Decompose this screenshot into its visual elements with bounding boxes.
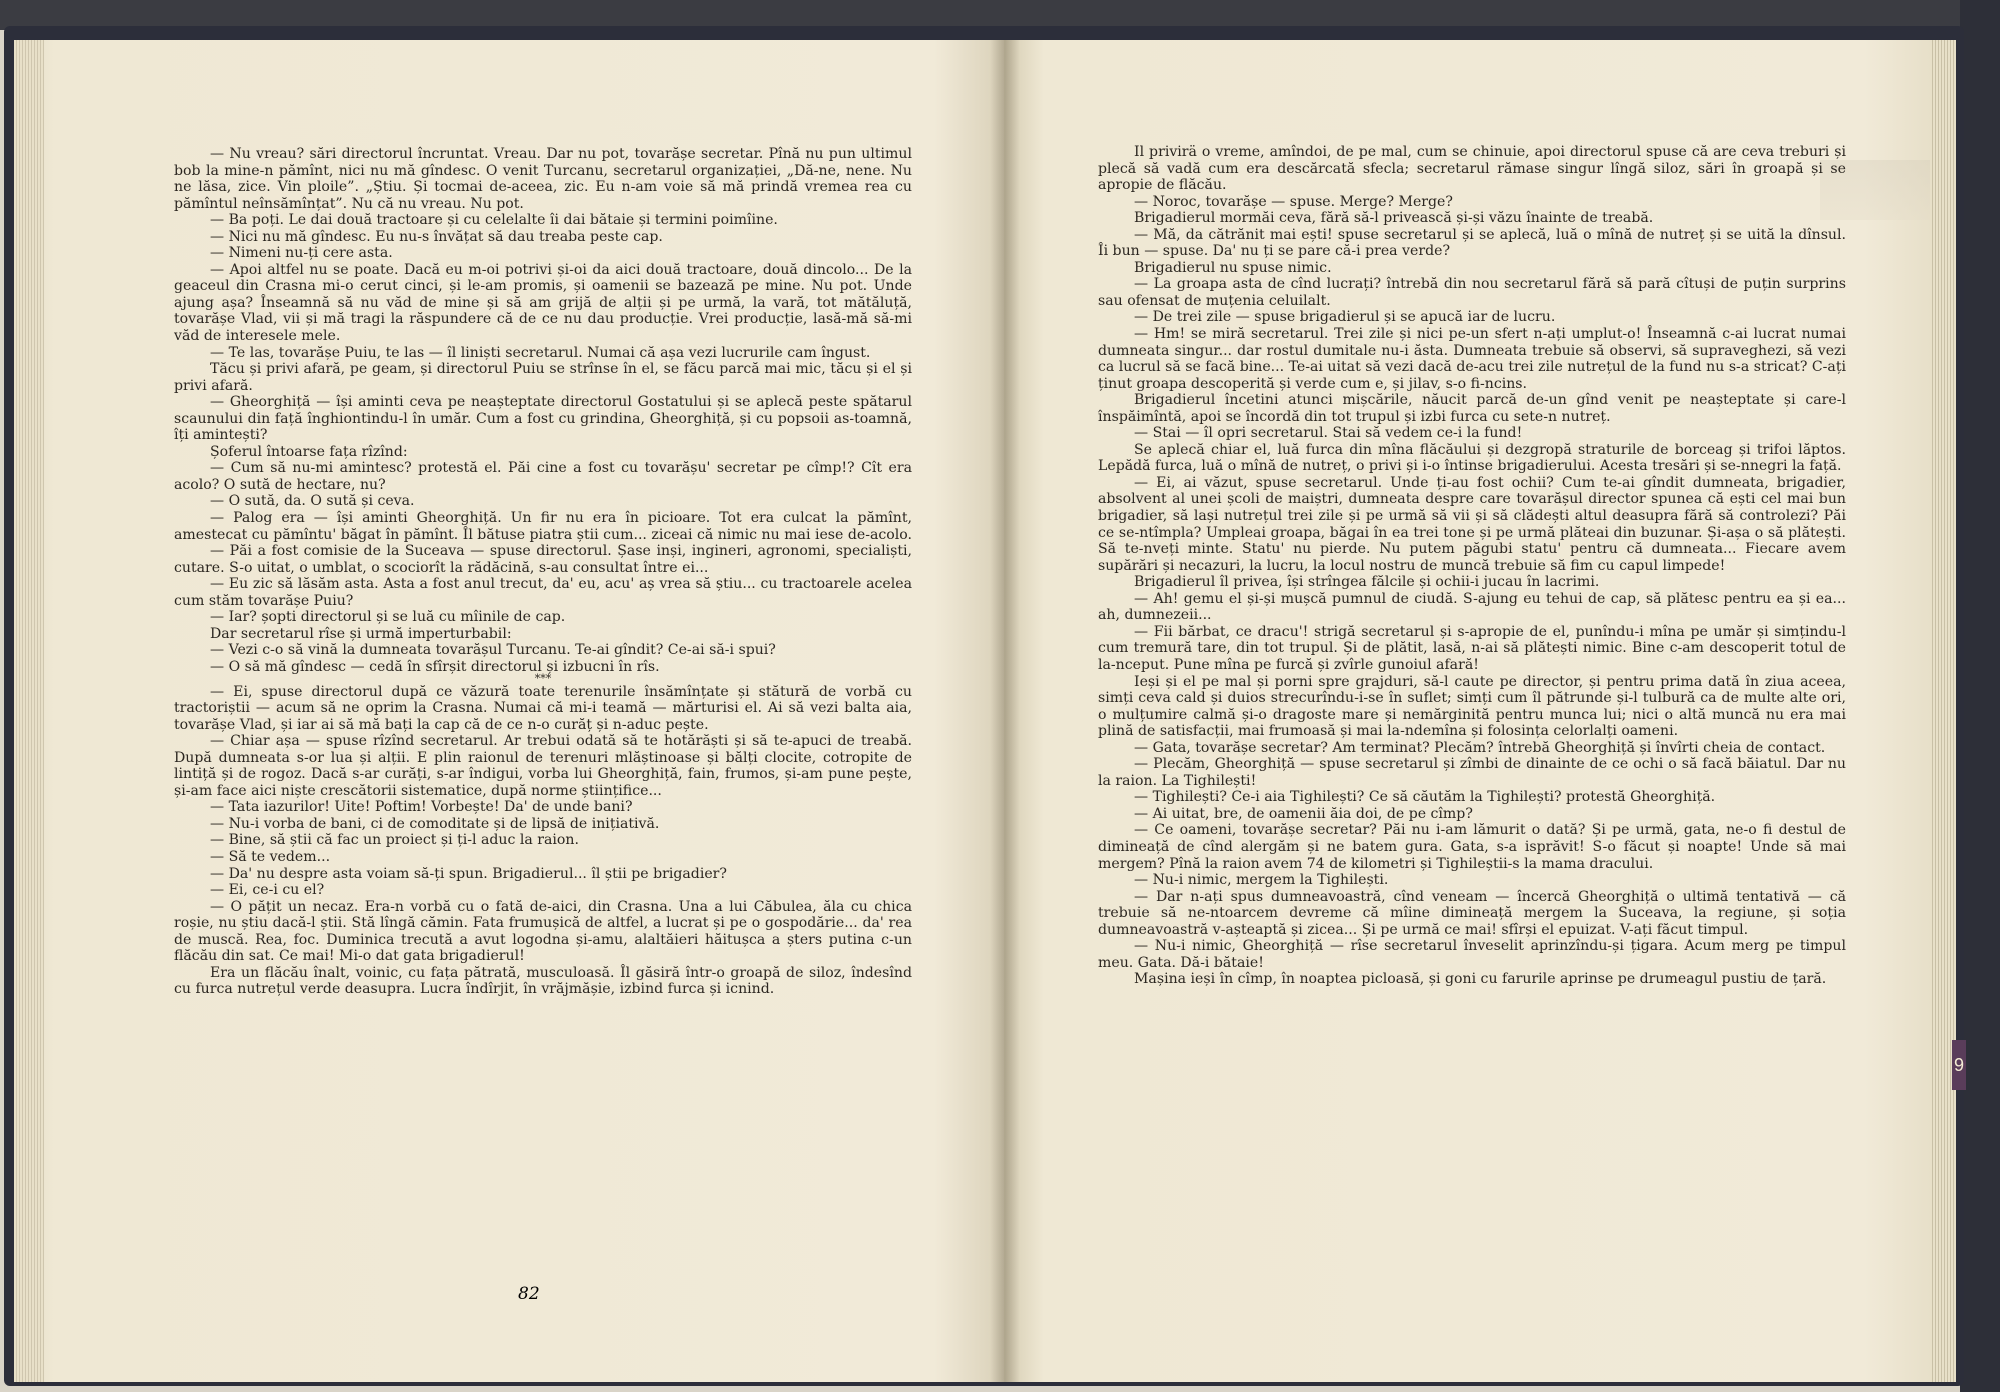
page-edges-left	[14, 40, 44, 1382]
paragraph: — O sută, da. O sută și ceva.	[210, 493, 415, 510]
paragraph: — La groapa asta de cînd lucrați? întrebă din nou secretarul fără să pară cîtuși de puțin surprins sau ofensat de muțenia celuilalt.	[1098, 276, 1846, 309]
paragraph: — O să mă gîndesc — cedă în sfîrșit directorul și izbucni în rîs.	[210, 658, 660, 675]
paragraph: — Gheorghiță — își aminti ceva pe neașteptate directorul Gostatului și se aplecă peste spătarul scaunului din față înghiontindu-l în umăr. Cum a fost cu grindina, Gheorghiță, și cu popsoii as-toamnă, îți amintești?	[174, 394, 912, 444]
paragraph: — Tighilești? Ce-i aia Tighilești? Ce să căutăm la Tighilești? protestă Gheorghiță.	[1134, 789, 1716, 806]
paragraph: Ieși și el pe mal și porni spre grajduri, să-l caute pe director, și pentru prima dată în ziua aceea, simți ceva cald și duios strecurîndu-i-se în suflet; simți cum îl pătrunde și-l tulbură ca de multe alte ori, o mulțumire calmă și-o dragoste mare și nemărginită pentru munca lui; nici o altă muncă nu era mai plină de satisfacții, mai frumoasă și mai la-ndemîna și folosința celorlalți oameni.	[1098, 673, 1846, 740]
paragraph: — Ei, ce-i cu el?	[210, 882, 325, 899]
paragraph: — Iar? șopti directorul și se luă cu mîinile de cap.	[210, 609, 566, 626]
paragraph: — Ei, ai văzut, spuse secretarul. Unde ți-au fost ochii? Cum te-ai gîndit dumneata, brigadier, absolvent al unei școli de maiștri, dumneata despre care tovarășul director spunea că ești cel mai bun brigadier, să lași nutrețul trei zile și pe urmă să vii și să clădești altul deasupra fără să controlezi? Păi ce se-ntîmpla? Umpleai groapa, băgai în ea trei tone și pe urmă plăteai din buzunar. Și-așa o să plătești. Să te-nveți minte. Statu' nu pierde. Nu putem păgubi statu' pentru că dumneata... Fiecare avem supărări și necazuri, la lucru, la locul nostru de muncă trebuie să fim cu capul limpede!	[1098, 474, 1846, 574]
paragraph: — Te las, tovarășe Puiu, te las — îl liniști secretarul. Numai că așa vezi lucrurile cam îngust.	[210, 344, 871, 361]
section-separator: ***	[534, 671, 552, 685]
paragraph: — Ba poți. Le dai două tractoare și cu celelalte îi dai bătaie și termini poimîine.	[210, 212, 778, 229]
paragraph: — Nimeni nu-ți cere asta.	[210, 245, 393, 262]
paragraph: Era un flăcău înalt, voinic, cu fața pătrată, musculoasă. Îl găsiră într-o groapă de siloz, îndesînd cu furca nutrețul verde deasupra. Lucra îndîrjit, în vrăjmășie, izbind furca și icnind.	[174, 964, 912, 998]
paragraph: — Ce oameni, tovarășe secretar? Păi nu i-am lămurit o dată? Și pe urmă, gata, ne-o fi destul de dimineață de cînd alergăm și ne batem gura. Gata, s-a isprăvit! S-o făcut și noapte! Unde să mai mergem? Pînă la raion avem 74 de kilometri și Tighileștii-s la mama dracului.	[1098, 822, 1846, 872]
paragraph: — Cum să nu-mi amintesc? protestă el. Păi cine a fost cu tovarășu' secretar pe cîmp!? Cît era acolo? O sută de hectare, nu?	[174, 460, 912, 493]
paragraph: — Fii bărbat, ce dracu'! strigă secretarul și s-apropie de el, punîndu-i mîna pe umăr și simțindu-l cum tremură tare, din tot trupul. Și de plătit, lasă, n-ai să plătești nimic. Bine c-am descoperit totul de la-nceput. Pune mîna pe furcă și zvîrle gunoiul afară!	[1098, 623, 1846, 673]
paragraph: Mașina ieși în cîmp, în noaptea picloasă, și goni cu farurile aprinse pe drumeagul pustiu de țară.	[1134, 971, 1827, 988]
paragraph: — Mă, da cătrănit mai ești! spuse secretarul și se aplecă, luă o mînă de nutreț și se uită la dînsul. Îi bun — spuse. Da' nu ți se pare că-i prea verde?	[1098, 226, 1846, 260]
paragraph: — Ah! gemu el și-și mușcă pumnul de ciudă. S-ajung eu tehui de cap, să plătesc pentru ea și ea... ah, dumnezeii...	[1098, 590, 1846, 624]
paragraph: — Tata iazurilor! Uite! Poftim! Vorbește! Da' de unde bani?	[210, 799, 633, 816]
paragraph: — Nu-i nimic, Gheorghiță — rîse secretarul înveselit aprinzîndu-și țigara. Acum merg pe timpul meu. Gata. Dă-i bătaie!	[1098, 938, 1846, 971]
paragraph: — Dar n-ați spus dumneavoastră, cînd veneam — încercă Gheorghiță o ultimă tentativă — că trebuie să ne-ntoarcem devreme că mîine dimineață mergem la Suceava, la regiune, și soția dumneavoastră v-așteaptă și zicea... Și pe urmă ce mai! sfîrși el epuizat. V-ați făcut timpul.	[1098, 888, 1846, 938]
paragraph: — Apoi altfel nu se poate. Dacă eu m-oi potrivi și-oi da aici două tractoare, două dincolo... De la geaceul din Crasna mi-o cerut cinci, și le-am promis, și oamenii se bazează pe mine. Nu pot. Unde ajung așa? Înseamnă să nu văd de mine și să am grijă de alții și pe urmă, la vară, tot mătăluță, tovarășe Vlad, vii și mă tragi la răspundere că de ce nu dau producție. Vrei producție, lasă-mă să-mi văd de interesele mele.	[174, 261, 912, 345]
paragraph: — Nu vreau? sări directorul încruntat. Vreau. Dar nu pot, tovarășe secretar. Pînă nu pun ultimul bob la mine-n pămînt, nici nu mă gîndesc. O venit Turcanu, secretarul organizației, „Dă-ne, nene. Nu ne lăsa, zice. Vin ploile”. „Știu. Și tocmai de-aceea, zic. Eu n-am voie să mă prindă vremea rea cu pămîntul neînsămînțat”. Nu că nu vreau. Nu pot.	[174, 146, 912, 212]
paragraph: — Stai — îl opri secretarul. Stai să vedem ce-i la fund!	[1134, 425, 1523, 442]
paragraph: Brigadierul încetini atunci mișcările, năucit parcă de-un gînd venit pe neașteptate și care-l înspăimîntă, apoi se încordă din tot trupul și izbi furca cu sete-n nutreț.	[1098, 392, 1846, 425]
paragraph: — Hm! se miră secretarul. Trei zile și nici pe-un sfert n-ați umplut-o! Înseamnă c-ai lucrat numai dumneata singur... dar rostul dumitale nu-i ăsta. Dumneata trebuie să observi, să supraveghezi, să vezi ca lucrul să se facă bine... Te-ai uitat să vezi dacă de-acu trei zile nutrețul de la fund nu s-a stricat? C-ați ținut groapa descoperită și verde cum e, și jilav, s-o fi-ncins.	[1098, 326, 1846, 392]
paragraph: — Ei, spuse directorul după ce văzură toate terenurile însămînțate și stătură de vorbă cu tractoriștii — acum să ne oprim la Crasna. Numai că mi-i teamă — mărturisi el. Ai să vezi balta aia, tovarășe Vlad, și iar ai să mă bați la cap că de ce n-o curăț și n-aduc pește.	[174, 683, 912, 733]
paragraph: — Eu zic să lăsăm asta. Asta a fost anul trecut, da' eu, acu' aș vrea să știu... cu tractoarele acelea cum stăm tovarășe Puiu?	[174, 576, 912, 609]
paragraph: — Gata, tovarășe secretar? Am terminat? Plecăm? întrebă Gheorghiță și învîrti cheia de contact.	[1134, 739, 1826, 756]
paragraph: — Păi a fost comisie de la Suceava — spuse directorul. Șase inși, ingineri, agronomi, specialiști, cutare. S-o uitat, o umblat, o scociorît la rădăcină, s-au consultat între ei...	[174, 543, 912, 576]
paragraph: — O pățit un necaz. Era-n vorbă cu o fată de-aici, din Crasna. Una a lui Căbulea, ăla cu chica roșie, nu știu dacă-l știi. Stă lîngă cămin. Fata frumușică de altfel, a lucrat și pe o gospodărie... da' rea de muscă. Rea, foc. Duminica trecută a avut logodna și-amu, alaltăieri hăitușca a șters putina c-un flăcău din sat. Ce mai! Mi-o dat gata brigadierul!	[174, 898, 912, 965]
paragraph: Brigadierul îl privea, își strîngea fălcile și ochii-i jucau în lacrimi.	[1134, 574, 1600, 591]
paragraph: — Da' nu despre asta voiam să-ți spun. Brigadierul... îl știi pe brigadier?	[210, 865, 727, 882]
paragraph: Dar secretarul rîse și urmă imperturbabil:	[210, 625, 512, 642]
paragraph: — Noroc, tovarășe — spuse. Merge? Merge?	[1134, 193, 1453, 210]
paragraph: — Ai uitat, bre, de oamenii ăia doi, de pe cîmp?	[1134, 805, 1473, 822]
paragraph: — Plecăm, Gheorghiță — spuse secretarul și zîmbi de dinainte de ce ochi o să facă băiatul. Dar nu la raion. La Tighilești!	[1098, 756, 1846, 789]
page-edge-tab: 9	[1952, 1040, 1966, 1090]
paragraph: Tăcu și privi afară, pe geam, și directorul Puiu se strînse în el, se făcu parcă mai mic, tăcu și el și privi afară.	[174, 361, 912, 394]
page-number: 82	[518, 1284, 540, 1304]
background-right	[1960, 0, 2000, 1392]
paragraph: Il privirä o vreme, amîndoi, de pe mal, cum se chinuie, apoi directorul spuse că are ceva treburi și plecă să vadă cum era descărcată sfecla; secretarul rămase singur lîngă siloz, sări în groapă și se apropie de flăcău.	[1098, 144, 1846, 194]
page-edges-right	[1930, 40, 1956, 1382]
right-page-text	[1098, 144, 1846, 988]
paragraph: — Nu-i nimic, mergem la Tighilești.	[1134, 872, 1389, 889]
paragraph: — Să te vedem...	[210, 848, 331, 865]
paragraph: Șoferul întoarse fața rîzînd:	[210, 443, 408, 460]
paragraph: — De trei zile — spuse brigadierul și se apucă iar de lucru.	[1134, 309, 1556, 326]
paragraph: — Bine, să știi că fac un proiect și ți-l aduc la raion.	[210, 832, 579, 849]
paragraph: Se aplecă chiar el, luă furca din mîna flăcăului și dezgropă straturile de borceag și trifoi lăptos. Lepădă furca, luă o mînă de nutreț, o privi și i-o întinse brigadierului. Acesta tresări și se-nnegri la față.	[1098, 441, 1846, 475]
paragraph: — Vezi c-o să vină la dumneata tovarășul Turcanu. Te-ai gîndit? Ce-ai să-i spui?	[210, 642, 776, 659]
paragraph: Brigadierul mormăi ceva, fără să-l privească și-și văzu înainte de treabă.	[1134, 210, 1654, 227]
book-gutter	[990, 40, 1020, 1382]
paragraph: — Nici nu mă gîndesc. Eu nu-s învățat să dau treaba peste cap.	[210, 228, 663, 245]
paragraph: — Chiar așa — spuse rîzînd secretarul. Ar trebui odată să te hotărăști și să te-apuci de treabă. După dumneata s-or lua și alții. E plin raionul de terenuri mlăștinoase și bălți clocite, cotropite de lintiță și de rogoz. Dacă s-ar curăți, s-ar îndigui, vorba lui Gheorghiță, fain, frumos, și-am pune pește, și-am face aici niște crescătorii sistematice, după norme științifice...	[174, 733, 912, 799]
left-page-text	[174, 146, 912, 998]
paragraph: — Nu-i vorba de bani, ci de comoditate și de lipsă de inițiativă.	[210, 815, 660, 832]
paragraph: — Palog era — își aminti Gheorghiță. Un fir nu era în picioare. Tot era culcat la pămînt, amestecat cu pămîntu' băgat în pămînt. Îl bătuse piatra știi cum... ziceai că nimic nu mai iese de-acolo.	[174, 510, 912, 543]
paragraph: Brigadierul nu spuse nimic.	[1134, 259, 1332, 276]
